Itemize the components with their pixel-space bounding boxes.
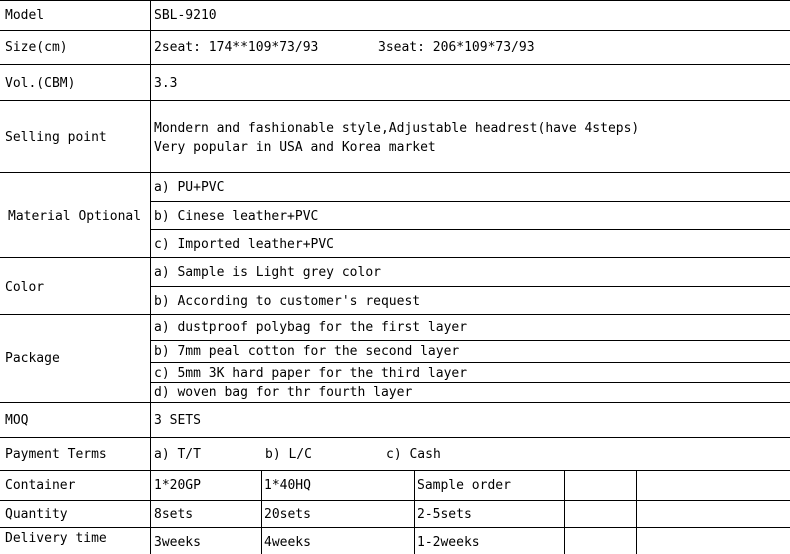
- quantity-40hq: 20sets: [264, 507, 311, 522]
- grid-line: [0, 402, 790, 403]
- delivery-label: Delivery time: [5, 531, 107, 546]
- grid-line: [150, 340, 790, 341]
- grid-line: [0, 172, 790, 173]
- material-label: Material Optional: [8, 209, 142, 224]
- material-option-b: b) Cinese leather+PVC: [154, 209, 319, 224]
- grid-line: [0, 64, 790, 65]
- package-option-d: d) woven bag for thr fourth layer: [154, 385, 413, 400]
- model-value: SBL-9210: [154, 8, 217, 23]
- package-label: Package: [5, 351, 60, 366]
- grid-line: [150, 286, 790, 287]
- grid-line: [0, 500, 790, 501]
- grid-line: [150, 201, 790, 202]
- grid-line: [0, 437, 790, 438]
- size-label: Size(cm): [5, 40, 68, 55]
- grid-line: [0, 314, 790, 315]
- material-option-c: c) Imported leather+PVC: [154, 237, 335, 252]
- package-option-b: b) 7mm peal cotton for the second layer: [154, 344, 460, 359]
- container-40hq: 1*40HQ: [264, 478, 311, 493]
- size-3seat: 3seat: 206*109*73/93: [378, 40, 535, 55]
- moq-value: 3 SETS: [154, 413, 201, 428]
- payment-option-a: a) T/T: [154, 447, 201, 462]
- quantity-sample: 2-5sets: [417, 507, 472, 522]
- grid-line: [0, 257, 790, 258]
- color-option-b: b) According to customer's request: [154, 294, 421, 309]
- size-2seat: 2seat: 174**109*73/93: [154, 40, 319, 55]
- container-sample-order: Sample order: [417, 478, 511, 493]
- grid-line: [150, 229, 790, 230]
- quantity-label: Quantity: [5, 507, 68, 522]
- container-20gp: 1*20GP: [154, 478, 201, 493]
- model-label: Model: [5, 8, 45, 23]
- vol-label: Vol.(CBM): [5, 76, 76, 91]
- vol-value: 3.3: [154, 76, 178, 91]
- grid-line: [0, 30, 790, 31]
- package-option-a: a) dustproof polybag for the first layer: [154, 320, 468, 335]
- grid-line: [0, 527, 790, 528]
- grid-line: [150, 362, 790, 363]
- selling-line-2: Very popular in USA and Korea market: [154, 140, 436, 155]
- grid-line: [261, 470, 262, 554]
- delivery-sample: 1-2weeks: [417, 535, 480, 550]
- grid-line: [414, 470, 415, 554]
- delivery-40hq: 4weeks: [264, 535, 311, 550]
- material-option-a: a) PU+PVC: [154, 180, 225, 195]
- grid-line: [150, 0, 151, 554]
- selling-line-1: Mondern and fashionable style,Adjustable headrest(have 4steps): [154, 121, 640, 136]
- delivery-20gp: 3weeks: [154, 535, 201, 550]
- package-option-c: c) 5mm 3K hard paper for the third layer: [154, 366, 468, 381]
- color-label: Color: [5, 280, 45, 295]
- quantity-20gp: 8sets: [154, 507, 194, 522]
- grid-line: [636, 470, 637, 554]
- grid-line: [564, 470, 565, 554]
- grid-line: [0, 100, 790, 101]
- payment-label: Payment Terms: [5, 447, 107, 462]
- selling-label: Selling point: [5, 130, 107, 145]
- grid-line: [0, 0, 790, 1]
- moq-label: MOQ: [5, 413, 29, 428]
- payment-option-c: c) Cash: [386, 447, 441, 462]
- container-label: Container: [5, 478, 76, 493]
- grid-line: [150, 382, 790, 383]
- payment-option-b: b) L/C: [265, 447, 312, 462]
- color-option-a: a) Sample is Light grey color: [154, 265, 381, 280]
- grid-line: [0, 470, 790, 471]
